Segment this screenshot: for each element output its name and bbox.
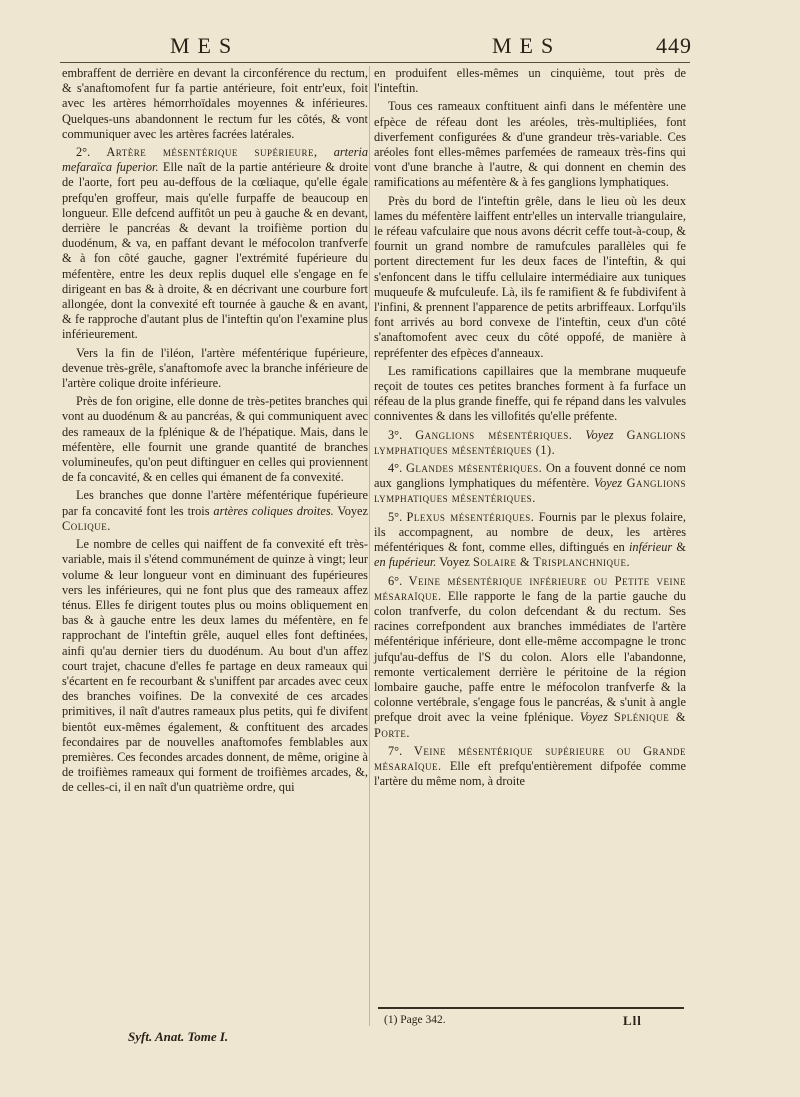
cross-ref-target: Solaire & Trisplanchnique. (473, 555, 631, 570)
entry-heading: Veine mésentérique supérieure ou Grande mésaraïque. (374, 743, 686, 773)
entry-heading: Veine mésentérique inférieure ou Petite veine mésaraïque. (374, 573, 687, 603)
paragraph-body: Les branches que donne l'artère méfentérique fupérieure par fa concavité font les trois (62, 488, 368, 518)
item-number: 5°. (388, 509, 403, 524)
entry-heading: Artère mésentérique supérieure, (106, 145, 318, 160)
paragraph-body: Fournis par le plexus folaire, ils accompagnent, au nombre de deux, les artères méfentériques & font, comme elles, diftingués en (374, 509, 686, 555)
item-number: 7°. (388, 743, 403, 758)
paragraph: embraffent de derrière en devant la circonférence du rectum, & s'anaftomofent fur fa partie antérieure, foit entr'eux, foit avec les artères hémorrhoïdales moyennes & inférieures. Quelques-uns abandonnent le rectum fur les côtés, & vont communiquer avec les artères facrées latérales. (62, 66, 368, 141)
italic-term: en fupérieur. (374, 555, 437, 570)
paragraph-body: Elle naît de la partie antérieure & droite de l'aorte, fort peu au-deffous de la cœliaque, qu'elle égale prefqu'en groffeur, mais qu'elle furpaffe de beaucoup en longueur. Elle defcend auffitôt un peu à gauche & en devant, derrière le pancréas & devant la troifième portion du duodénum, & va, en paffant devant le méfocolon tranfverfe & à fon côté gauche, gagner l'extrémité fupérieure du méfentère, entre les deux replis duquel elle s'engage en fe dirigeant en bas & à droite, & en décrivant une courbure fort allongée, dont la convexité eft tournée à gauche & en avant, & fe rapproche d'autant plus de l'inteftin qu'on l'examine plus inférieurement. (62, 160, 368, 342)
running-head-right: MES (492, 33, 562, 58)
paragraph-body: Elle rapporte le fang de la partie gauche du colon tranfverfe, du colon defcendant & du rectum. Ses racines correfpondent aux branches immédiates de l'artère méfentérique inférieure, dont elle-même accompagne le tronc jufqu'au-deffus de l'S du colon. Alors elle l'abandonne, remonte verticalement derrière le péritoine de la région lombaire gauche, paffe entre le méfocolon tranfverfe & la colonne vertébrale, s'engage fous le pancréas, & s'unit à angle prefque droit avec la veine fplénique. (374, 588, 686, 725)
paragraph-body: Elle eft prefqu'entièrement difpofée comme l'artère du même nom, à droite (374, 758, 686, 789)
footer-volume: Syft. Anat. Tome I. (128, 1029, 229, 1044)
paragraph: Vers la fin de l'iléon, l'artère méfentérique fupérieure, devenue très-grêle, s'anaftomofe avec la branche inférieure de l'artère colique droite inférieure. (62, 345, 368, 391)
header-rule (60, 62, 690, 63)
footnote-rule (378, 1007, 684, 1009)
paragraph-body: On a fouvent donné ce nom aux ganglions lymphatiques du méfentère. (374, 461, 686, 491)
paragraph: Tous ces rameaux conftituent ainfi dans le méfentère une efpèce de réfeau dont les aréoles, très-multipliées, font diverfement configurées & d'une grandeur très-variable. Ces aréoles font elles-mêmes parfemées de rameaux très-fins qui vont d'une branche à l'autre, & qui donnent en chemin des ramifications au méfentère & à fes ganglions lymphatiques. (374, 99, 686, 190)
cross-ref-voyez: Voyez (439, 555, 470, 570)
cross-ref-target: Ganglions lymphatiques mésentériques. (374, 476, 686, 506)
paragraph: Près de fon origine, elle donne de très-petites branches qui vont au duodénum & au pancréas, & qui communiquent avec des rameaux de la fplénique & de l'hépatique. Mais, dans le méfentère, elle fournit une grande quantité de branches volumineufes, qu'on peut diftinguer en celles qui proviennent de fa concavité, & en celles qui émanent de fa convexité. (62, 394, 368, 485)
item-number: 2°. (76, 145, 91, 160)
item-number: 4°. (388, 461, 403, 476)
italic-term: inférieur (628, 540, 673, 555)
paragraph-branches (62, 488, 368, 534)
paragraph: Le nombre de celles qui naiffent de fa convexité eft très-variable, mais il s'étend communément de quinze à vingt; leur volume & leur longueur vont en diminuant des fupérieures vers les inférieures, qui ne font plus que des rameaux affez ténus. Elles fe dirigent toutes plus ou moins obliquement en bas & à gauche entre les deux lames du méfentère, en fe rapprochant de l'inteftin grêle, auquel elles font deftinées, ainfi qu'au dernier tiers du duodénum. Au bout d'un affez court trajet, chacune d'elles fe partage en deux rameaux qui s'écartent en fe recourbant & s'uniffent par arcades avec ceux des branches voifines. De la convexité de ces arcades primitives, il naît d'autres rameaux plus petits, qui fe divifent bientôt eux-mêmes également, & conftituent des arcades fecondaires par de nouvelles anaftomofes femblables aux premières. Ces fecondes arcades donnent, de même, origine à de troifièmes rameaux qui forment de troifièmes arcades, &, de celles-ci, il en naît d'un quatrième ordre, qui (62, 537, 368, 795)
cross-ref-voyez: Voyez (585, 427, 614, 442)
cross-ref-target: Splénique & Porte. (374, 710, 687, 740)
entry-heading: Plexus mésentériques. (406, 509, 535, 524)
column-divider (369, 66, 370, 1026)
paragraph-ganglions (374, 428, 686, 458)
entry-heading: Glandes mésentériques. (405, 461, 543, 476)
latin-name: arteria mefaraïca fuperior. (62, 145, 368, 175)
paragraph: Près du bord de l'inteftin grêle, dans le lieu où les deux lames du méfentère laiffent entr'elles un intervalle triangulaire, le réfeau vafculaire que nous avons décrit ceffe tout-à-coup, & fournit un grand nombre de ramufcules parallèles qui fe portent directement fur les deux faces de l'inteftin, & qui s'enfoncent dans le tiffu cellulaire intermédiaire aux tuniques muqueufe & mufculeufe. Là, ils fe ramifient & fe fubdivifent à l'infini, & prennent l'apparence de petits arbriffeaux. Lorfqu'ils font arrivés au bord convexe de l'inteftin, ceux d'un côté s'anaftomofent avec ceux du côté oppofé, de manière à repréfenter des efpèces d'anneaux. (374, 193, 686, 360)
cross-ref-target: Colique. (62, 518, 111, 533)
page-number: 449 (656, 33, 692, 58)
paragraph-veine-superieure (374, 744, 686, 790)
paragraph-plexus (374, 510, 686, 571)
cross-ref-voyez: Voyez (593, 476, 623, 491)
italic-term: artères coliques droites. (213, 503, 334, 518)
conjunction: & (676, 540, 686, 555)
signature-mark: Lll (623, 1013, 642, 1028)
item-number: 6°. (388, 573, 403, 588)
running-head-left: MES (170, 33, 240, 58)
footnote: (1) Page 342. (384, 1014, 446, 1026)
paragraph-artere-mesenterique-superieure (62, 145, 368, 343)
paragraph-veine-inferieure (374, 574, 686, 741)
cross-ref-voyez: Voyez (579, 710, 608, 725)
left-column (62, 66, 368, 799)
entry-heading: Ganglions mésentériques. (415, 427, 573, 442)
paragraph: en produifent elles-mêmes un cinquième, tout près de l'inteftin. (374, 66, 686, 96)
cross-ref-voyez: Voyez (337, 503, 368, 518)
right-column (374, 66, 686, 792)
cross-ref-target: Ganglions lymphatiques mésentériques (1). (374, 427, 686, 457)
item-number: 3°. (388, 427, 403, 442)
paragraph: Les ramifications capillaires que la membrane muqueufe reçoit de toutes ces petites branches forment à fa furface un réfeau de la plus grande fineffe, qui fe répand dans les valvules conniventes & dans les villofités qu'elle préfente. (374, 363, 686, 424)
paragraph-glandes (374, 461, 686, 507)
